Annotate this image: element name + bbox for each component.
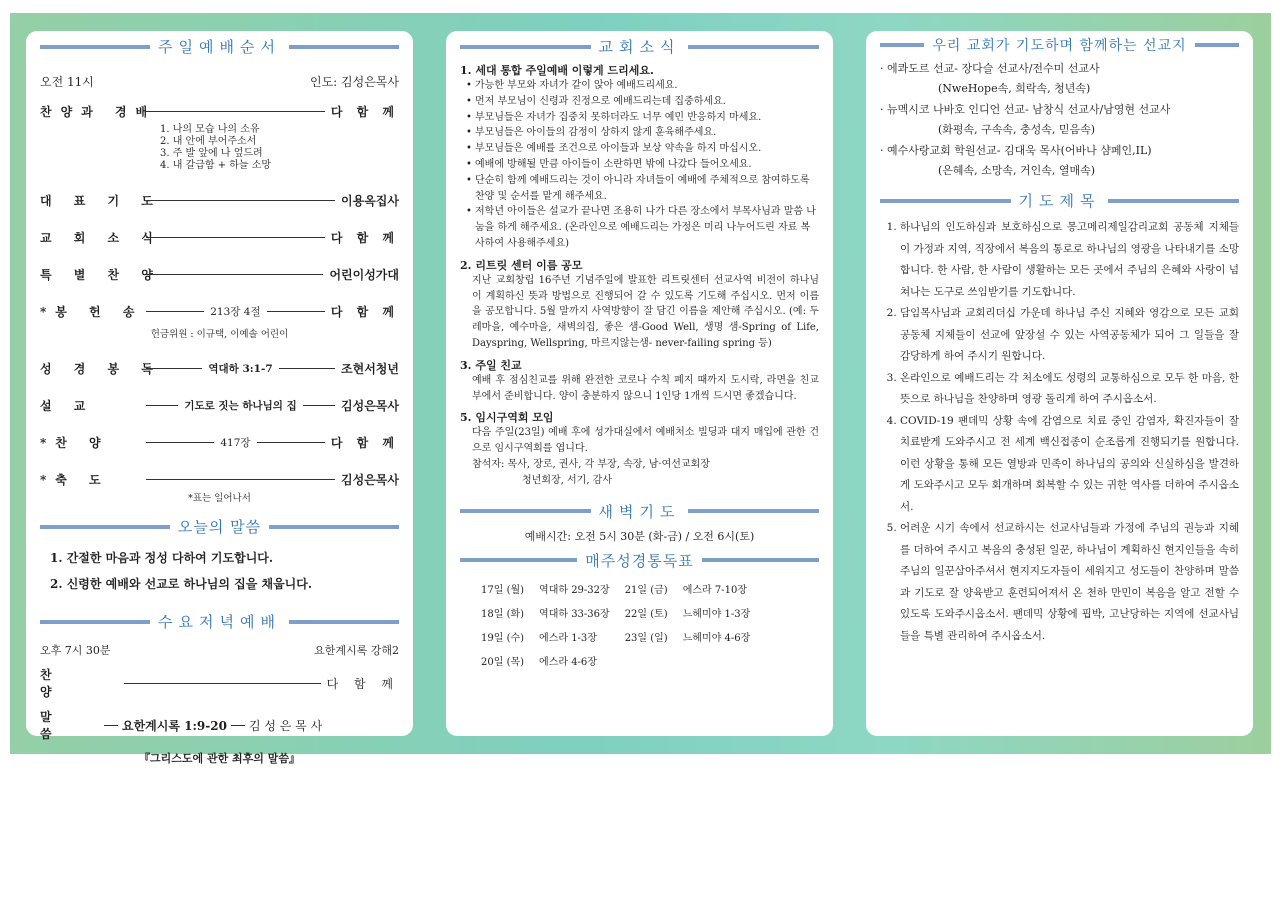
bullet-icon: • bbox=[466, 143, 472, 155]
news-bullet-text: 부모님들은 아이들의 감정이 상하지 않게 훈육해주세요. bbox=[475, 127, 717, 139]
words-section-header bbox=[40, 516, 399, 537]
wednesday-series: 요한계시록 강해2 bbox=[314, 644, 399, 657]
bible-row bbox=[480, 577, 764, 601]
news-item-body: 예배 후 점심친교를 위해 완전한 코로나 수칙 폐지 때까지 도시락, 라면을 친교부에서 준비합니다. 양이 충분하지 않으니 1인당 1개씩 드시면 좋겠습니다. bbox=[472, 374, 819, 402]
service-order-name: 대 표 기 도 bbox=[40, 193, 162, 208]
prayer-title: 기도제목 bbox=[1018, 192, 1101, 210]
bible-cell: 20일 (목) bbox=[481, 657, 525, 669]
prayer-item: 5. 어려운 시기 속에서 선교하시는 선교사님들과 가정에 주님의 권능과 지혜를 더하여 주시고 복음의 충성된 일꾼, 하나님이 계획하신 현지인들을 속히 주님의 일꾼삼아주셔서 현지지도자들이 세워지고 성도들이 찬양하며 말씀과 기도로 잘 양육받고 훈련되어져서 온 천하 만민이 복음을 알고 전할 수 있도록 도와주시옵소서. 팬데믹 상황에 핍박, 고난당하는 지역에 선교사님들을 특별 관리하여 주시옵소서. bbox=[900, 518, 1239, 647]
prayer-item: 2. 담임목사님과 교회리더십 가운데 하나님 주신 지혜와 영감으로 모든 교회공동체 지체들이 선교에 앞장설 수 있는 사역공동체가 되어 그 일들을 잘 감당하게 하여 주시기 원합니다. bbox=[900, 303, 1239, 368]
bible-cell: 22일 (토) bbox=[624, 609, 668, 621]
service-order-row bbox=[40, 470, 399, 488]
news-item-body: 지난 교회창립 16주년 기념주일에 발표한 리트릿센터 선교사역 비전이 하나님이 계획하신 뜻과 방법으로 진행되어 갈 수 있도록 기도해 주십시오. 먼저 이름을 공모합니다. 5월 말까지 사역방향이 잘 담긴 이름을 제안해 주십시오. (예: 두레마을, 예수마을, 새벽의집, 좋은 샘-Good Well, 생명 샘-Spring of Life, Dayspring, Wellspring, 마르지않는샘- never-failing spring 등) bbox=[472, 274, 819, 349]
service-order-person: 다 함 께 bbox=[330, 104, 399, 119]
service-order-name: *축 도 bbox=[40, 472, 110, 487]
bible-section-header bbox=[460, 550, 819, 571]
words-item: 1. 간절한 마음과 정성 다하여 기도합니다. bbox=[50, 551, 274, 565]
bible-row bbox=[480, 625, 764, 649]
bible-row bbox=[480, 649, 764, 673]
prayer-item: 4. COVID-19 팬데믹 상황 속에 감염으로 치료 중인 감염자, 확진자들이 잘 치료받게 도와주시고 전 세계 백신접종이 순조롭게 진행되기를 원합니다. 이런 상황을 통해 모든 열방과 민족이 하나님의 공의와 신실하심을 발견하게 도와주시고 모두 회개하며 회복할 수 있는 귀한 역사를 더하여 주시옵소서. bbox=[900, 411, 1239, 519]
wednesday-hymn-who: 다 함 께 bbox=[326, 676, 399, 691]
prayer-item: 1. 하나님의 인도하심과 보호하심으로 몽고메리제일감리교회 공동체 지체들이 가정과 지역, 직장에서 복음의 통로로 하나님의 영광을 나타내기를 소망합니다. 한 사람, 한 사람이 생활하는 모든 곳에서 주님의 은혜와 사랑이 넘쳐나는 도구로 쓰임받기를 기도합니다. bbox=[900, 217, 1239, 303]
service-order-row bbox=[40, 433, 399, 451]
panel-service bbox=[26, 31, 413, 765]
wednesday-word-ref: 요한계시록 1:9-20 bbox=[122, 718, 227, 733]
panel-news bbox=[446, 31, 833, 736]
prayer-list bbox=[880, 217, 1239, 647]
news-bullet bbox=[466, 141, 819, 157]
bible-cell: 에스라 4-6장 bbox=[539, 657, 597, 669]
news-item-title: 3. 주일 친교 bbox=[460, 358, 522, 372]
service-meta bbox=[40, 73, 399, 90]
service-order-person: 김성은목사 bbox=[341, 398, 399, 413]
bible-cell: 17일 (월) bbox=[481, 585, 525, 597]
news-bullet bbox=[466, 78, 819, 94]
dawn-title: 새벽기도 bbox=[598, 502, 681, 521]
service-leader: 인도: 김성은목사 bbox=[309, 75, 399, 89]
wednesday-word-who: 김 성 은 목 사 bbox=[248, 718, 323, 733]
service-order-person: 김성은목사 bbox=[341, 472, 399, 487]
service-order-name: 교 회 소 식 bbox=[40, 230, 162, 245]
service-order-row bbox=[40, 191, 399, 209]
service-order-person: 다 함 께 bbox=[330, 304, 399, 319]
service-order-name: 특 별 찬 양 bbox=[40, 267, 162, 282]
news-item-title: 2. 리트릿 센터 이름 공모 bbox=[460, 258, 583, 272]
bullet-icon: • bbox=[466, 95, 472, 107]
mission-item: · 에콰도르 선교- 장다슬 선교사/전수미 선교사 bbox=[880, 62, 1100, 75]
service-order-list bbox=[40, 102, 399, 488]
news-item-title: 5. 임시구역회 모임 bbox=[460, 411, 554, 425]
service-order-detail: 213장 4절 bbox=[204, 304, 266, 319]
bible-cell: 느헤미야 4-6장 bbox=[682, 633, 751, 645]
service-order-name: *찬 양 bbox=[40, 435, 110, 450]
service-order-row bbox=[40, 302, 399, 320]
wednesday-section-header bbox=[40, 611, 399, 632]
missions-title: 우리 교회가 기도하며 함께하는 선교지 bbox=[932, 38, 1187, 54]
service-order-person: 다 함 께 bbox=[330, 435, 399, 450]
wednesday-sermon-title: 『그리스도에 관한 최후의 말씀』 bbox=[139, 752, 300, 765]
news-bullet-text: 단순히 함께 예배드리는 것이 아니라 자녀들이 예배에 주체적으로 참여하도록 찬양 및 순서를 맡게 해주세요. bbox=[475, 174, 810, 202]
news-bullet bbox=[466, 110, 819, 126]
bible-title: 매주성경통독표 bbox=[585, 551, 694, 570]
service-order-detail: 기도로 짓는 하나님의 집 bbox=[178, 398, 302, 413]
missions-section-header bbox=[880, 35, 1239, 55]
bible-cell bbox=[624, 649, 682, 673]
bible-cell: 18일 (화) bbox=[481, 609, 525, 621]
wednesday-time: 오후 7시 30분 bbox=[40, 644, 111, 657]
news-item-title: 1. 세대 통합 주일예배 이렇게 드리세요. bbox=[460, 64, 654, 77]
words-item: 2. 신령한 예배와 선교로 하나님의 집을 채웁니다. bbox=[50, 577, 313, 591]
bible-cell: 19일 (수) bbox=[481, 633, 525, 645]
bible-reading-table bbox=[480, 577, 764, 673]
news-attendees: 참석자: 목사, 장로, 권사, 각 부장, 속장, 남·여선교회장 bbox=[472, 458, 710, 470]
service-order-person: 다 함 께 bbox=[330, 230, 399, 245]
bullet-icon: • bbox=[466, 174, 472, 186]
service-section-header bbox=[40, 36, 399, 57]
dawn-section-header bbox=[460, 501, 819, 522]
service-order-detail: 417장 bbox=[214, 435, 256, 450]
bullet-icon: • bbox=[466, 80, 472, 91]
dawn-time: 예배시간: 오전 5시 30분 (화-금) / 오전 6시(토) bbox=[524, 529, 755, 543]
service-order-row bbox=[40, 359, 399, 377]
service-order-person: 이용옥집사 bbox=[341, 193, 399, 208]
service-order-name: 설 교 bbox=[40, 398, 95, 413]
prayer-item: 3. 온라인으로 예배드리는 각 처소에도 성령의 교통하심으로 모두 한 마음, 한 뜻으로 하나님을 찬양하며 영광 돌리게 하여 주시옵소서. bbox=[900, 368, 1239, 411]
bible-cell bbox=[682, 649, 765, 673]
praise-song: 4. 내 갈급함 + 하늘 소망 bbox=[160, 160, 272, 171]
words-title: 오늘의 말씀 bbox=[177, 518, 262, 536]
bible-cell: 21일 (금) bbox=[624, 585, 668, 597]
news-bullet-text: 먼저 부모님이 신령과 진정으로 예배드리는데 집중하세요. bbox=[475, 95, 726, 107]
service-title: 주일예배순서 bbox=[158, 38, 281, 56]
bullet-icon: • bbox=[466, 206, 472, 218]
news-bullet-text: 저학년 아이들은 설교가 끝나면 조용히 나가 다른 장소에서 부목사님과 말씀 나눔을 하게 해주세요. (온라인으로 예배드리는 가정은 미리 나누어드린 자료 복사하여 사용해주세요) bbox=[475, 206, 816, 249]
news-item-body: 다음 주일(23일) 예배 후에 성가대실에서 예배처소 빌딩과 대지 매입에 관한 건으로 임시구역회를 엽니다. bbox=[472, 427, 819, 455]
service-time: 오전 11시 bbox=[40, 75, 94, 89]
news-bullet bbox=[466, 204, 819, 251]
bible-cell: 역대하 33-36장 bbox=[539, 609, 610, 621]
news-bullet-text: 부모님들은 자녀가 집중치 못하더라도 너무 예민 반응하지 마세요. bbox=[475, 111, 762, 123]
service-order-person: 어린이성가대 bbox=[329, 267, 399, 282]
news-bullet bbox=[466, 94, 819, 110]
service-order-row bbox=[40, 102, 399, 120]
service-order-detail: 역대하 3:1-7 bbox=[202, 361, 278, 376]
praise-song: 1. 나의 모습 나의 소유 bbox=[160, 124, 260, 135]
panel-prayer bbox=[866, 31, 1253, 736]
bible-cell: 에스라 7-10장 bbox=[682, 585, 748, 597]
offering-note: 헌금위원 : 이규택, 이예솔 어린이 bbox=[150, 329, 289, 340]
bible-cell: 23일 (일) bbox=[624, 633, 668, 645]
stand-note: *표는 일어나서 bbox=[188, 493, 251, 504]
news-bullet bbox=[466, 157, 819, 173]
wednesday-hymn-label: 찬 양 bbox=[40, 668, 82, 699]
mission-item: · 예수사랑교회 학원선교- 김대욱 목사(어바나 샴페인,IL) bbox=[880, 144, 1152, 157]
bullet-icon: • bbox=[466, 127, 472, 139]
news-attendees-2: 청년회장, 서기, 감사 bbox=[522, 474, 612, 486]
news-section-header bbox=[460, 36, 819, 57]
bullet-icon: • bbox=[466, 111, 472, 123]
news-bullet bbox=[466, 173, 819, 205]
bullet-icon: • bbox=[466, 158, 472, 170]
service-order-row bbox=[40, 265, 399, 283]
news-bullet-text: 부모님들은 예배를 조건으로 아이들과 보상 약속을 하지 마십시오. bbox=[475, 143, 762, 155]
news-bullets bbox=[460, 78, 819, 252]
bible-cell: 역대하 29-32장 bbox=[539, 585, 610, 597]
service-order-row bbox=[40, 228, 399, 246]
news-title: 교회소식 bbox=[598, 38, 681, 56]
news-bullet bbox=[466, 125, 819, 141]
news-bullet-text: 예배에 방해될 만큼 아이들이 소란하면 밖에 나갔다 들어오세요. bbox=[475, 158, 752, 170]
prayer-section-header bbox=[880, 190, 1239, 211]
mission-groups: (은혜속, 소망속, 거인속, 열매속) bbox=[938, 163, 1096, 177]
wednesday-block bbox=[40, 642, 399, 766]
news-bullet-text: 가능한 부모와 자녀가 같이 앉아 예배드리세요. bbox=[475, 80, 678, 91]
service-order-name: 성 경 봉 독 bbox=[40, 361, 162, 376]
mission-groups: (NweHope속, 희락속, 청년속) bbox=[938, 81, 1091, 95]
wednesday-word-label: 말 씀 bbox=[40, 710, 82, 741]
bible-row bbox=[480, 601, 764, 625]
service-order-name: *봉 헌 송 bbox=[40, 304, 144, 319]
mission-groups: (화평속, 구속속, 충성속, 믿음속) bbox=[938, 122, 1096, 136]
service-order-name: 찬양과 경배 bbox=[40, 104, 157, 119]
service-order-person: 조현서청년 bbox=[341, 361, 399, 376]
praise-song: 3. 주 발 앞에 나 엎드려 bbox=[160, 148, 263, 159]
bible-cell: 에스라 1-3장 bbox=[539, 633, 597, 645]
service-order-row bbox=[40, 396, 399, 414]
praise-song: 2. 내 안에 부어주소서 bbox=[160, 136, 257, 147]
missions-list bbox=[880, 59, 1239, 180]
words-list bbox=[50, 545, 399, 597]
bible-cell: 느헤미야 1-3장 bbox=[682, 609, 751, 621]
mission-item: · 뉴멕시코 나바호 인디언 선교- 남창식 선교사/남영현 선교사 bbox=[880, 103, 1171, 116]
wednesday-title: 수요저녁예배 bbox=[158, 613, 281, 631]
praise-song-list bbox=[160, 124, 399, 172]
